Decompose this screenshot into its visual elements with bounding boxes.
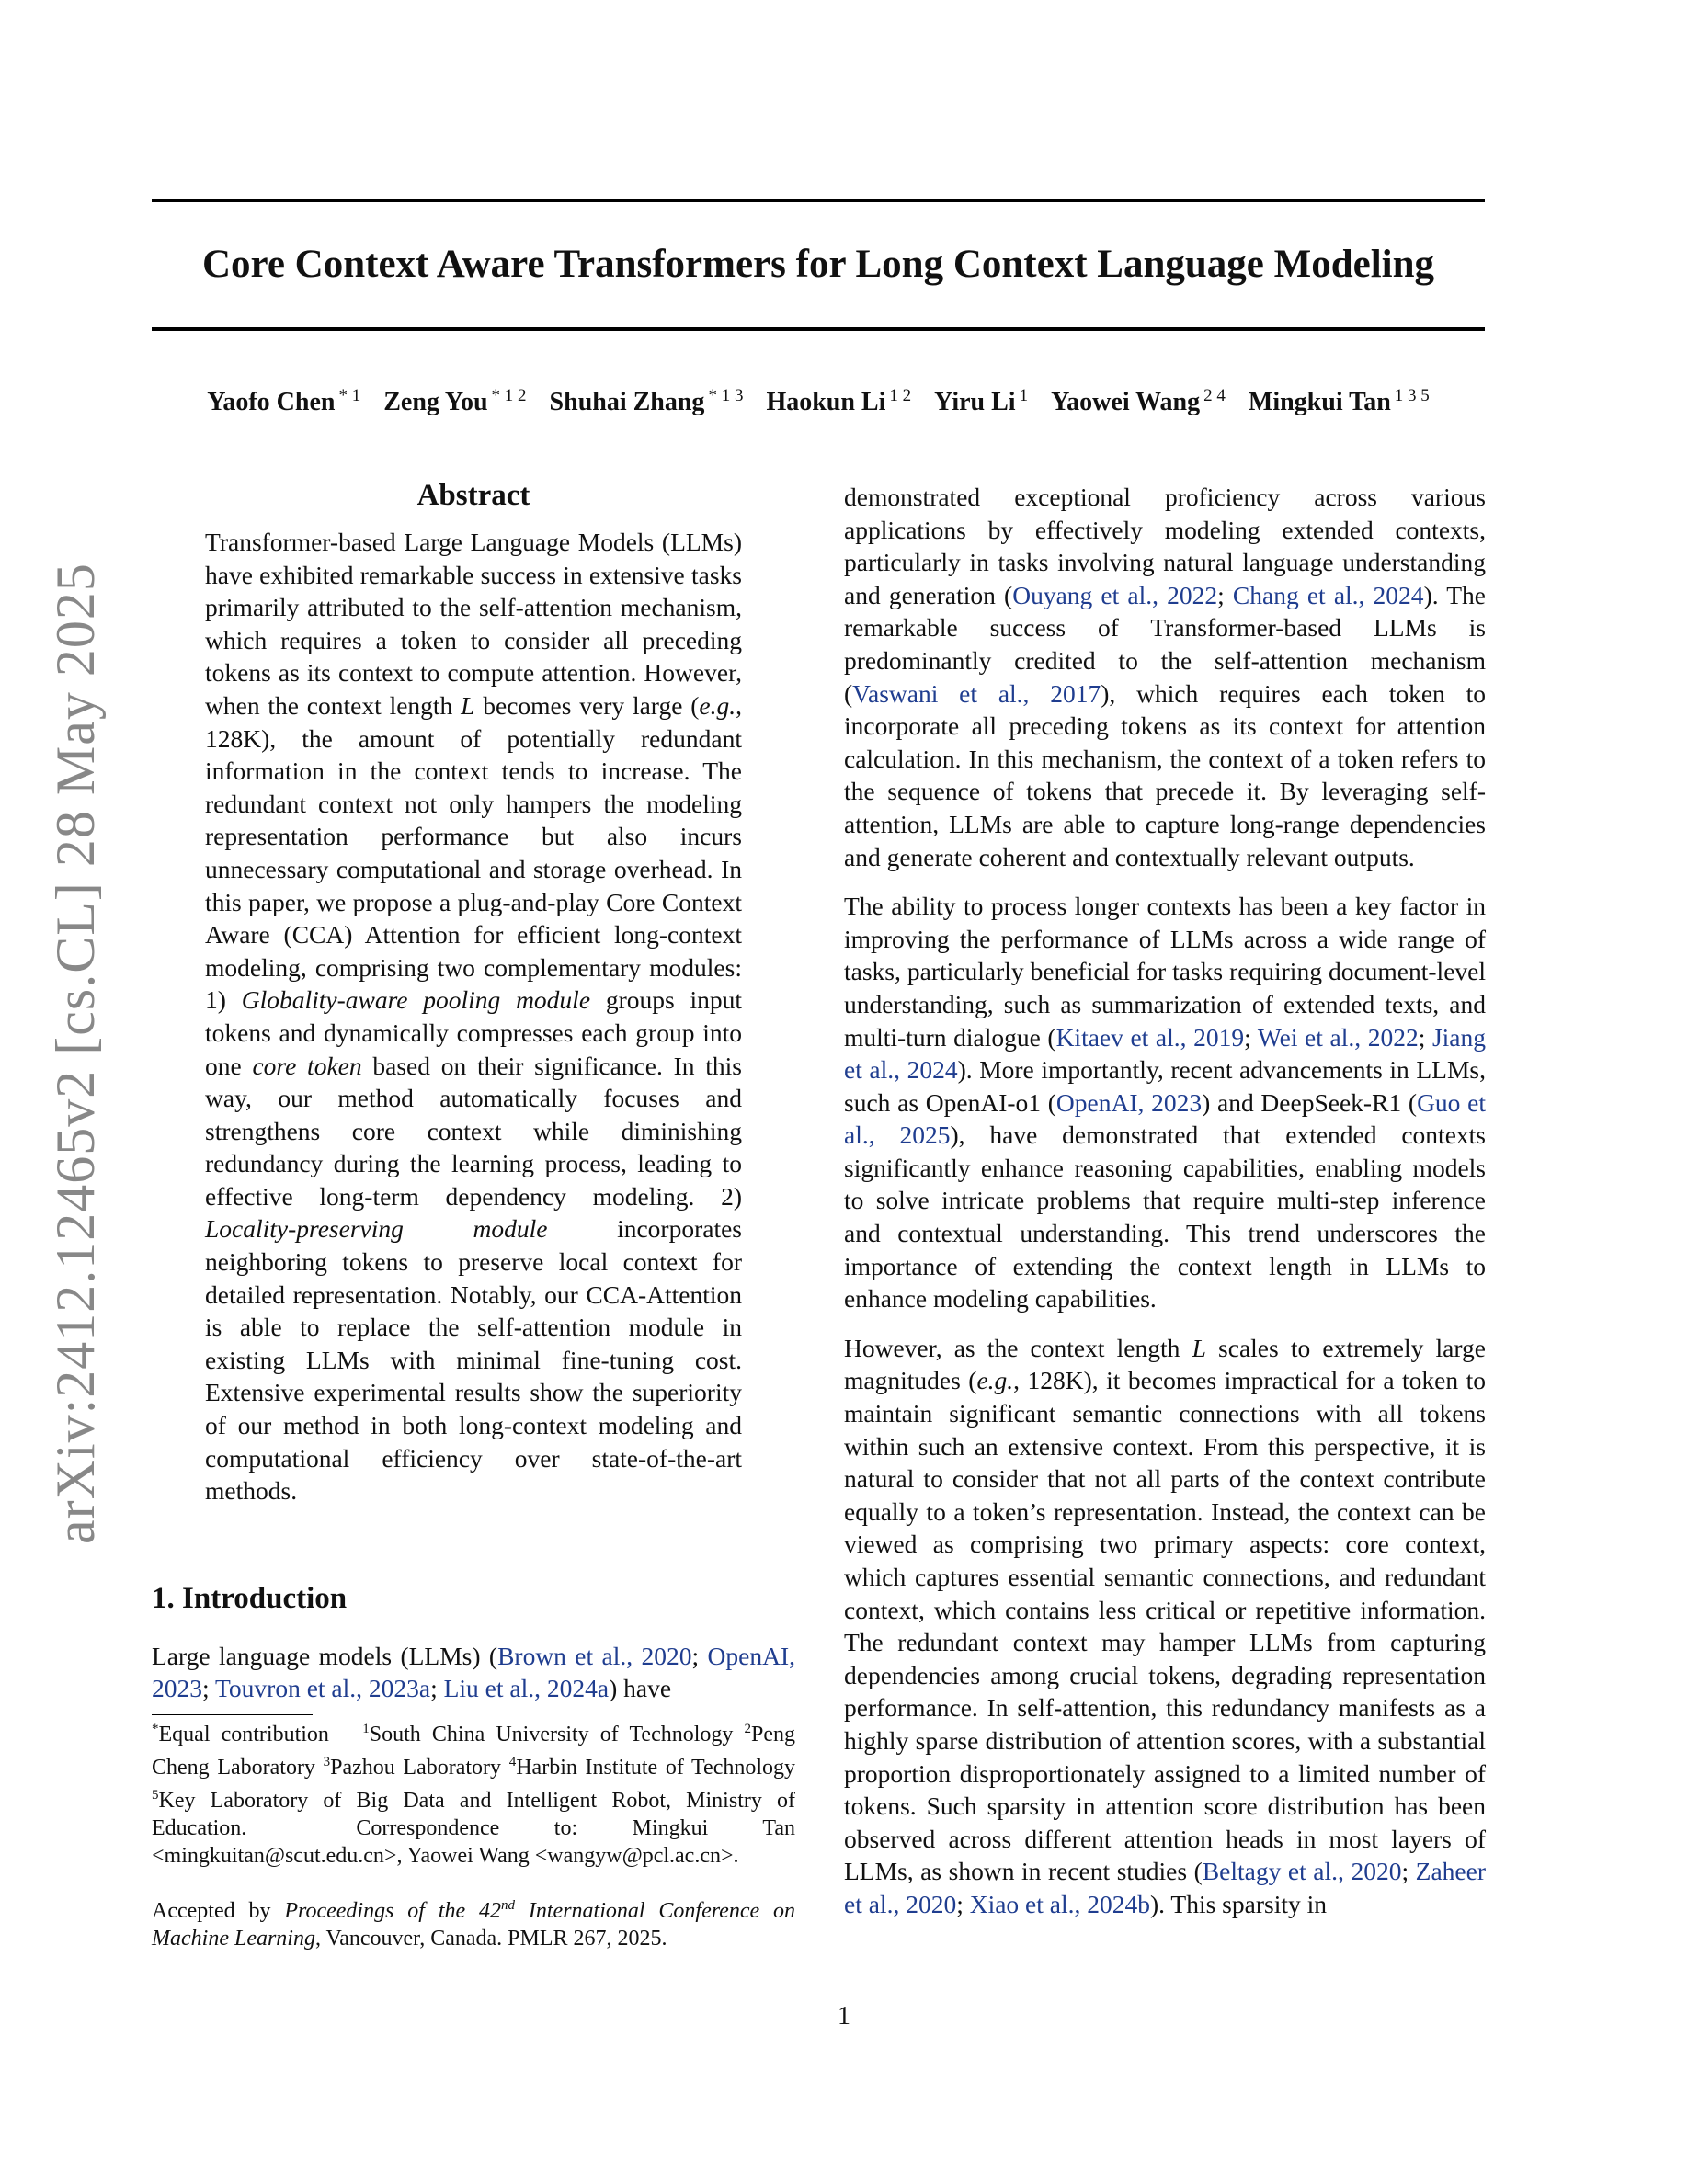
author-name: Haokun Li [766, 388, 886, 417]
abstract-heading: Abstract [416, 479, 530, 512]
citation-link[interactable]: Jiang et al., 2024 [844, 1022, 1487, 1085]
emphasis: core token [252, 1051, 362, 1080]
affiliation-footnote: *Equal contribution $^1$South China University of Technology $^2$Peng Cheng Laboratory $^3$Pazhou Laboratory $^4$Harbin Institute of Technology $^5$Key Laboratory of Big Data and Intelligent Robot, Ministry of Education. Correspondence to: Mingkui Tan <mingkuitan@scut.edu.cn>, Yaowei Wang <wangyw@pcl.ac.cn>. [152, 1722, 796, 1868]
author-affiliation-marks: 1 3 5 [1394, 386, 1430, 405]
author-name: Yaofo Chen [207, 388, 336, 417]
author [934, 388, 1028, 416]
author-name: Shuhai Zhang [549, 388, 705, 417]
title-top-rule [152, 199, 1485, 202]
intro-paragraph: Large language models (LLMs) (Brown et al., 2020; OpenAI, 2023; Touvron et al., 2023a; Liu et al., 2024a) have [152, 1641, 796, 1703]
section-heading-introduction: 1. Introduction [152, 1581, 348, 1615]
math-variable: L [461, 690, 475, 720]
page-number: 1 [838, 2002, 850, 2030]
footnotes [152, 1715, 795, 1952]
acceptance-note: Accepted by Proceedings of the 42nd International Conference on Machine Learning, Vancouver, Canada. PMLR 267, 2025. [152, 1898, 796, 1951]
author-affiliation-marks: 1 [1019, 386, 1029, 405]
author [383, 388, 526, 416]
body-paragraph: demonstrated exceptional proficiency across various applications by effectively modeling extended contexts, particularly in tasks involving natural language understanding and generation (Ouyang et al., 2022; Chang et al., 2024). The remarkable success of Transformer-based LLMs is predominantly credited to the self-attention mechanism (Vaswani et al., 2017), which requires each token to incorporate all preceding tokens as its context for attention calculation. In this mechanism, the context of a token refers to the sequence of tokens that precede it. By leveraging self-attention, LLMs are able to capture long-range dependencies and generate coherent and contextually relevant outputs. [844, 483, 1486, 871]
author-name: Yaowei Wang [1051, 388, 1201, 417]
body-paragraph: However, as the context length L scales to extremely large magnitudes (e.g., 128K), it becomes impractical for a token to maintain significant semantic connections with all tokens within such an extensive context. From this perspective, it is natural to consider that not all parts of the context contribute equally to a token’s representation. Instead, the context can be viewed as comprising two primary aspects: core context, which captures essential semantic connections, and redundant context, which contains less critical or repetitive information. The redundant context may hamper LLMs from capturing dependencies among crucial tokens, degrading representation performance. In self-attention, this redundancy manifests as a highly sparse distribution of attention scores, with a substantial proportion disproportionately assigned to a limited number of tokens. Such sparsity in attention score distribution has been observed across different attention heads in most layers of LLMs, as shown in recent studies (Beltagy et al., 2020; Zaheer et al., 2020; Xiao et al., 2024b). This sparsity in [844, 1333, 1486, 1918]
author [1051, 388, 1226, 416]
citation-link[interactable]: Beltagy et al., 2020 [1202, 1857, 1402, 1886]
citation-link[interactable]: Chang et al., 2024 [1232, 580, 1424, 609]
author-list [152, 386, 1485, 417]
citation-link[interactable]: Guo et al., 2025 [844, 1087, 1486, 1150]
emphasis: Locality-preserving module [205, 1214, 548, 1244]
citation-link[interactable]: OpenAI, 2023 [1055, 1087, 1203, 1117]
citation-link[interactable]: Ouyang et al., 2022 [1012, 580, 1218, 609]
author-affiliation-marks: * 1 2 [491, 386, 527, 405]
citation-link[interactable]: OpenAI, 2023 [152, 1641, 796, 1703]
paper-title: Core Context Aware Transformers for Long Context Language Modeling [201, 243, 1435, 286]
author-affiliation-marks: * 1 [338, 386, 361, 405]
author [1249, 388, 1430, 416]
right-column [844, 481, 1486, 1921]
citation-link[interactable]: Liu et al., 2024a [443, 1674, 610, 1703]
citation-link[interactable]: Wei et al., 2022 [1257, 1022, 1419, 1052]
author [766, 388, 911, 416]
left-column [152, 476, 795, 1705]
author-affiliation-marks: * 1 3 [708, 386, 744, 405]
title-bottom-rule [152, 327, 1485, 331]
author-name: Mingkui Tan [1248, 388, 1391, 417]
author-affiliation-marks: 2 4 [1203, 386, 1226, 405]
citation-link[interactable]: Vaswani et al., 2017 [852, 678, 1101, 708]
author-affiliation-marks: 1 2 [889, 386, 912, 405]
author-name: Yiru Li [934, 388, 1016, 417]
author [550, 388, 744, 416]
math-variable: L [1192, 1333, 1206, 1362]
author-name: Zeng You [383, 388, 488, 417]
citation-link[interactable]: Touvron et al., 2023a [215, 1674, 431, 1703]
citation-link[interactable]: Kitaev et al., 2019 [1055, 1022, 1245, 1052]
abstract-body: Transformer-based Large Language Models (LLMs) have exhibited remarkable success in extensive tasks primarily attributed to the self-attention mechanism, which requires a token to consider all preceding tokens as its context to compute attention. However, when the context length L becomes very large (e.g., 128K), the amount of potentially redundant information in the context tends to increase. The redundant context not only hampers the modeling representation performance but also incurs unnecessary computational and storage overhead. In this paper, we propose a plug-and-play Core Context Aware (CCA) Attention for efficient long-context modeling, comprising two complementary modules: 1) Globality-aware pooling module groups input tokens and dynamically compresses each group into one core token based on their significance. In this way, our method automatically focuses and strengthens core context while diminishing redundancy during the learning process, leading to effective long-term dependency modeling. 2) Locality-preserving module incorporates neighboring tokens to preserve local context for detailed representation. Notably, our CCA-Attention is able to replace the self-attention module in existing LLMs with minimal fine-tuning cost. Extensive experimental results show the superiority of our method in both long-context modeling and computational efficiency over state-of-the-art methods. [205, 528, 742, 1506]
citation-link[interactable]: Xiao et al., 2024b [969, 1889, 1150, 1918]
correspondence: Correspondence to: Mingkui Tan <mingkuitan@scut.edu.cn>, Yaowei Wang <wangyw@pcl.ac.cn>. [152, 1816, 796, 1868]
body-paragraph: The ability to process longer contexts has been a key factor in improving the performance of LLMs across a wide range of tasks, particularly beneficial for tasks requiring document-level understanding, such as summarization of extended texts, and multi-turn dialogue (Kitaev et al., 2019; Wei et al., 2022; Jiang et al., 2024). More importantly, recent advancements in LLMs, such as OpenAI-o1 (OpenAI, 2023) and DeepSeek-R1 (Guo et al., 2025), have demonstrated that extended contexts significantly enhance reasoning capabilities, enabling models to solve intricate problems that require multi-step inference and contextual understanding. This trend underscores the importance of extending the context length in LLMs to enhance modeling capabilities. [844, 892, 1487, 1314]
arxiv-identifier-stamp[interactable]: arXiv:2412.12465v2 [cs.CL] 28 May 2025 [45, 563, 106, 1544]
emphasis: Globality-aware pooling module [241, 985, 591, 1015]
citation-link[interactable]: Brown et al., 2020 [497, 1641, 692, 1670]
citation-link[interactable]: Zaheer et al., 2020 [844, 1857, 1486, 1918]
author [207, 388, 360, 416]
